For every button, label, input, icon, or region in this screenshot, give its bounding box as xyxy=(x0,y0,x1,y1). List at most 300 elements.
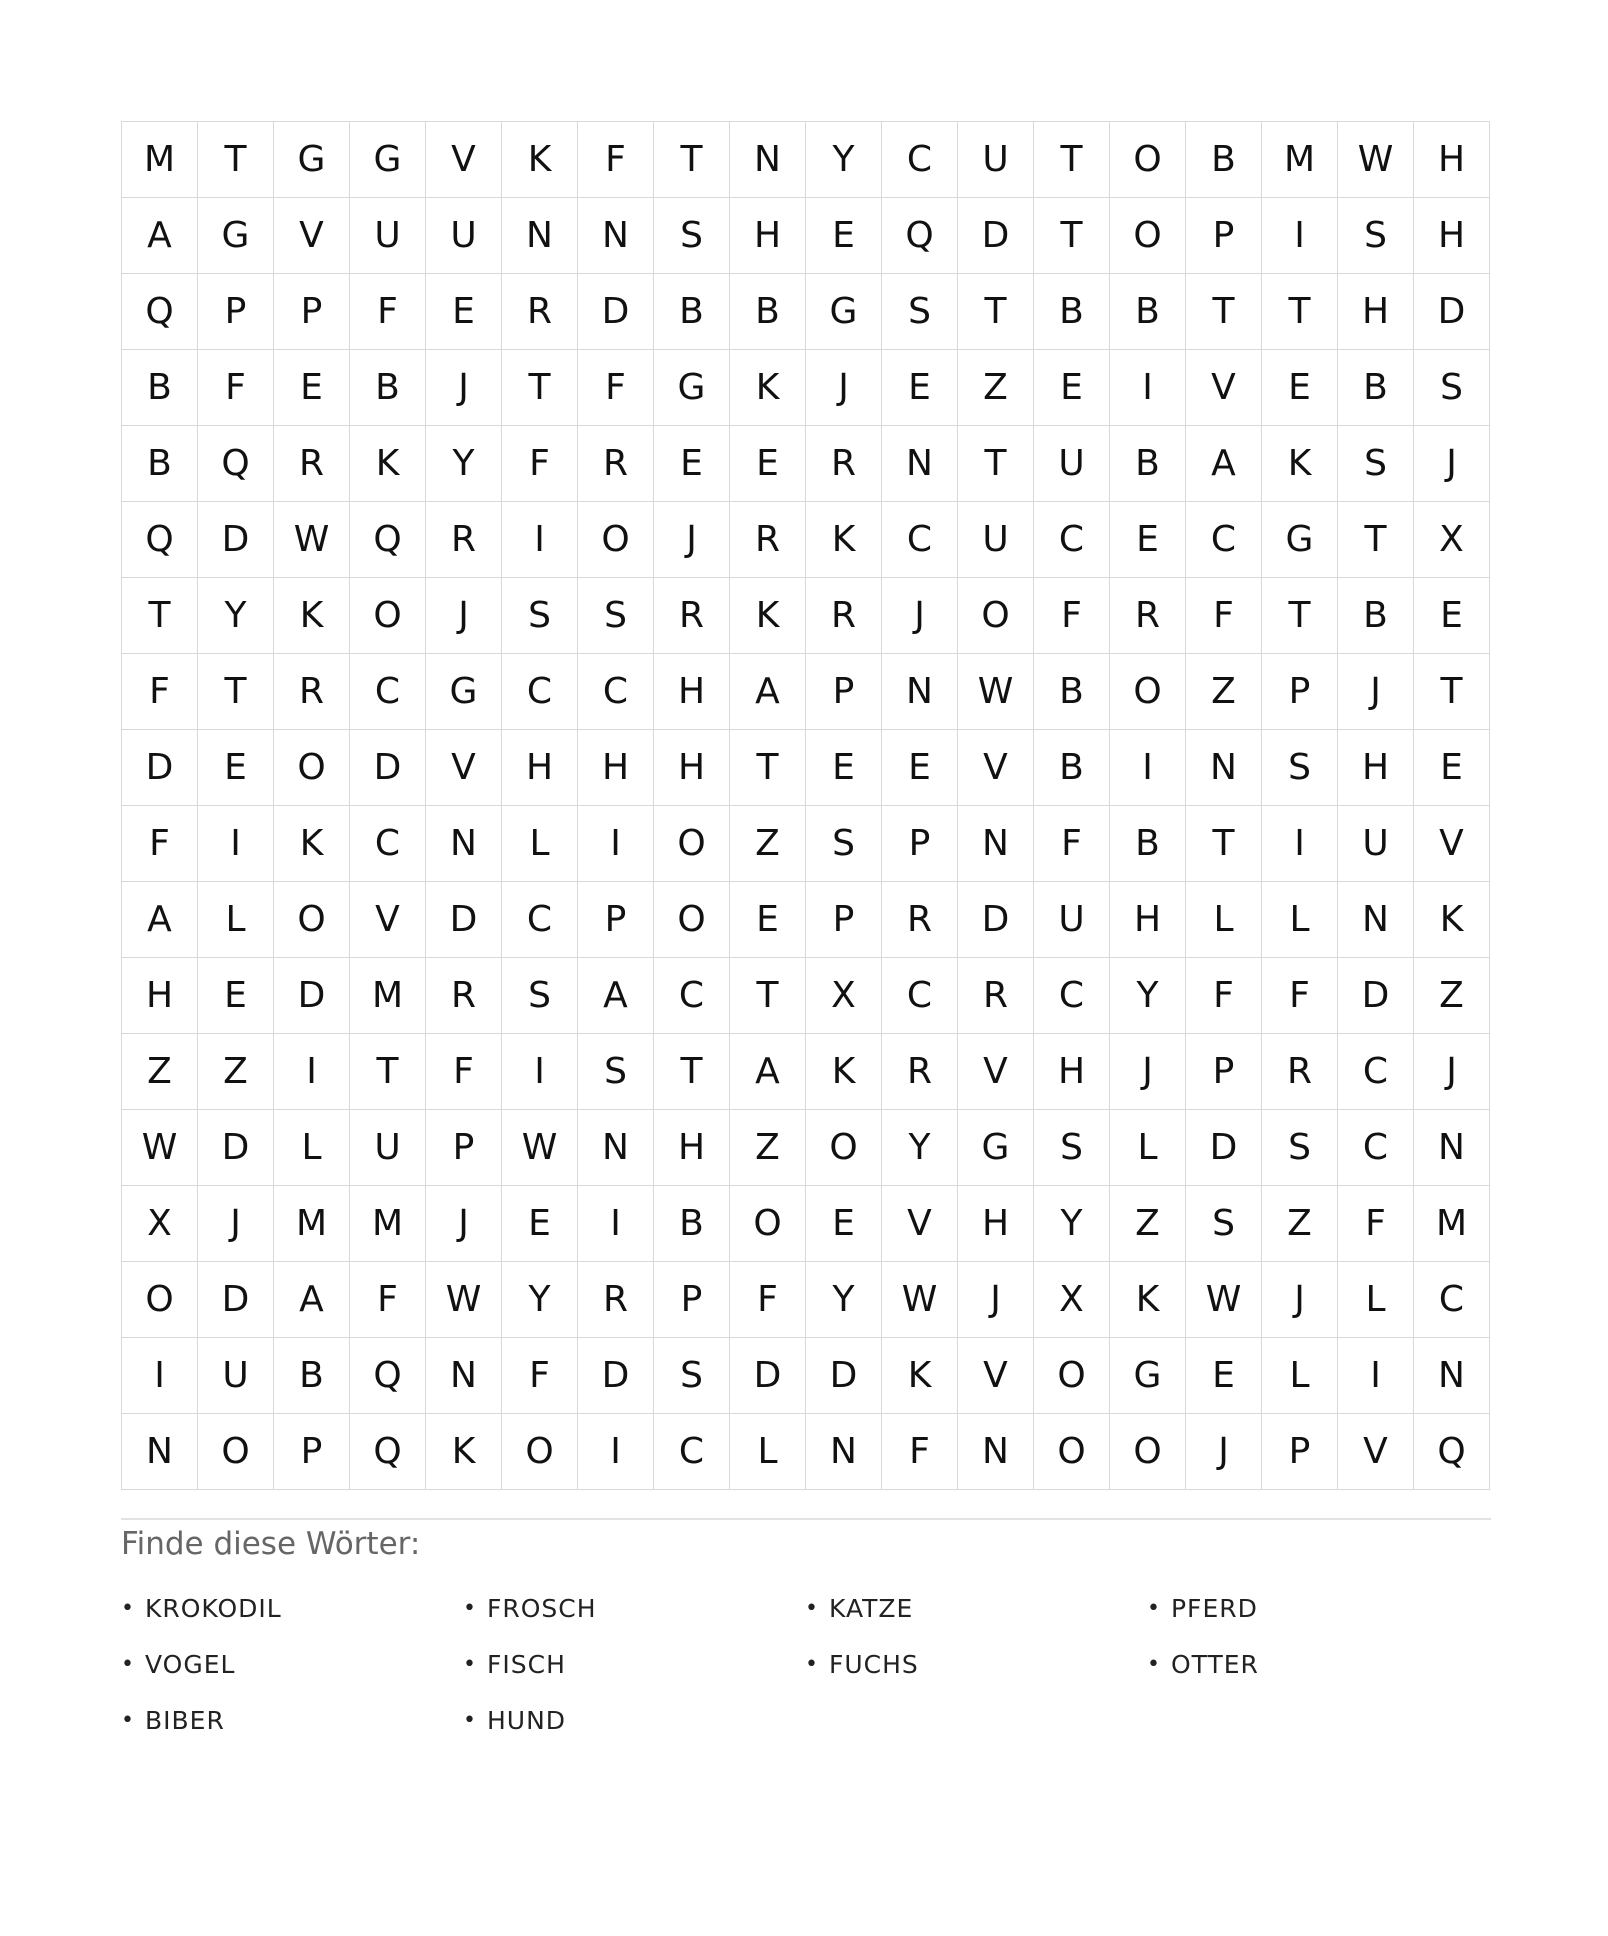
grid-cell[interactable]: H xyxy=(502,730,578,806)
grid-cell[interactable]: S xyxy=(1262,1110,1338,1186)
grid-cell[interactable]: V xyxy=(426,730,502,806)
grid-cell[interactable]: O xyxy=(502,1414,578,1490)
grid-cell[interactable]: T xyxy=(730,958,806,1034)
grid-cell[interactable]: D xyxy=(198,1110,274,1186)
grid-cell[interactable]: S xyxy=(502,958,578,1034)
grid-cell[interactable]: T xyxy=(958,274,1034,350)
grid-cell[interactable]: F xyxy=(1262,958,1338,1034)
grid-cell[interactable]: H xyxy=(122,958,198,1034)
grid-cell[interactable]: O xyxy=(806,1110,882,1186)
grid-cell[interactable]: D xyxy=(1414,274,1490,350)
grid-cell[interactable]: D xyxy=(958,882,1034,958)
grid-cell[interactable]: C xyxy=(882,122,958,198)
grid-cell[interactable]: H xyxy=(654,654,730,730)
grid-cell[interactable]: X xyxy=(1414,502,1490,578)
grid-cell[interactable]: C xyxy=(350,654,426,730)
grid-cell[interactable]: G xyxy=(806,274,882,350)
grid-cell[interactable]: K xyxy=(882,1338,958,1414)
grid-cell[interactable]: V xyxy=(1414,806,1490,882)
grid-cell[interactable]: E xyxy=(806,730,882,806)
grid-cell[interactable]: S xyxy=(1034,1110,1110,1186)
grid-cell[interactable]: L xyxy=(1262,1338,1338,1414)
grid-cell[interactable]: K xyxy=(806,502,882,578)
grid-cell[interactable]: A xyxy=(122,198,198,274)
grid-cell[interactable]: O xyxy=(1034,1414,1110,1490)
grid-cell[interactable]: M xyxy=(274,1186,350,1262)
grid-cell[interactable]: E xyxy=(1414,730,1490,806)
grid-cell[interactable]: F xyxy=(122,806,198,882)
grid-cell[interactable]: O xyxy=(654,882,730,958)
grid-cell[interactable]: F xyxy=(578,350,654,426)
grid-cell[interactable]: I xyxy=(502,502,578,578)
grid-cell[interactable]: L xyxy=(274,1110,350,1186)
grid-cell[interactable]: E xyxy=(198,730,274,806)
grid-cell[interactable]: Q xyxy=(122,274,198,350)
grid-cell[interactable]: Q xyxy=(350,1338,426,1414)
grid-cell[interactable]: N xyxy=(958,806,1034,882)
grid-cell[interactable]: B xyxy=(1110,806,1186,882)
grid-cell[interactable]: O xyxy=(958,578,1034,654)
grid-cell[interactable]: N xyxy=(578,1110,654,1186)
grid-cell[interactable]: C xyxy=(502,654,578,730)
grid-cell[interactable]: T xyxy=(350,1034,426,1110)
grid-cell[interactable]: O xyxy=(198,1414,274,1490)
grid-cell[interactable]: B xyxy=(122,426,198,502)
grid-cell[interactable]: N xyxy=(578,198,654,274)
grid-cell[interactable]: V xyxy=(882,1186,958,1262)
grid-cell[interactable]: U xyxy=(350,1110,426,1186)
grid-cell[interactable]: S xyxy=(882,274,958,350)
grid-cell[interactable]: F xyxy=(1186,578,1262,654)
grid-cell[interactable]: T xyxy=(1262,274,1338,350)
grid-cell[interactable]: N xyxy=(1414,1338,1490,1414)
grid-cell[interactable]: Y xyxy=(426,426,502,502)
grid-cell[interactable]: D xyxy=(198,1262,274,1338)
grid-cell[interactable]: S xyxy=(654,1338,730,1414)
grid-cell[interactable]: Y xyxy=(806,122,882,198)
grid-cell[interactable]: V xyxy=(958,730,1034,806)
grid-cell[interactable]: C xyxy=(578,654,654,730)
grid-cell[interactable]: E xyxy=(274,350,350,426)
grid-cell[interactable]: T xyxy=(198,122,274,198)
grid-cell[interactable]: T xyxy=(1414,654,1490,730)
grid-cell[interactable]: W xyxy=(882,1262,958,1338)
grid-cell[interactable]: S xyxy=(1338,426,1414,502)
grid-cell[interactable]: D xyxy=(1186,1110,1262,1186)
grid-cell[interactable]: O xyxy=(578,502,654,578)
grid-cell[interactable]: F xyxy=(730,1262,806,1338)
grid-cell[interactable]: Z xyxy=(1414,958,1490,1034)
grid-cell[interactable]: J xyxy=(198,1186,274,1262)
grid-cell[interactable]: K xyxy=(806,1034,882,1110)
grid-cell[interactable]: Y xyxy=(1110,958,1186,1034)
grid-cell[interactable]: L xyxy=(502,806,578,882)
grid-cell[interactable]: N xyxy=(882,426,958,502)
grid-cell[interactable]: B xyxy=(1034,274,1110,350)
grid-cell[interactable]: E xyxy=(1186,1338,1262,1414)
grid-cell[interactable]: V xyxy=(958,1338,1034,1414)
grid-cell[interactable]: S xyxy=(654,198,730,274)
grid-cell[interactable]: G xyxy=(274,122,350,198)
grid-cell[interactable]: K xyxy=(1414,882,1490,958)
grid-cell[interactable]: E xyxy=(730,426,806,502)
grid-cell[interactable]: K xyxy=(350,426,426,502)
grid-cell[interactable]: U xyxy=(1338,806,1414,882)
grid-cell[interactable]: K xyxy=(502,122,578,198)
grid-cell[interactable]: B xyxy=(1034,730,1110,806)
grid-cell[interactable]: R xyxy=(806,426,882,502)
grid-cell[interactable]: L xyxy=(1110,1110,1186,1186)
grid-cell[interactable]: O xyxy=(654,806,730,882)
grid-cell[interactable]: R xyxy=(1262,1034,1338,1110)
grid-cell[interactable]: T xyxy=(198,654,274,730)
grid-cell[interactable]: T xyxy=(1186,274,1262,350)
grid-cell[interactable]: J xyxy=(958,1262,1034,1338)
grid-cell[interactable]: H xyxy=(958,1186,1034,1262)
grid-cell[interactable]: J xyxy=(426,1186,502,1262)
grid-cell[interactable]: B xyxy=(1110,274,1186,350)
grid-cell[interactable]: C xyxy=(882,502,958,578)
grid-cell[interactable]: T xyxy=(654,1034,730,1110)
grid-cell[interactable]: D xyxy=(426,882,502,958)
grid-cell[interactable]: Z xyxy=(1186,654,1262,730)
grid-cell[interactable]: A xyxy=(1186,426,1262,502)
grid-cell[interactable]: N xyxy=(502,198,578,274)
grid-cell[interactable]: I xyxy=(198,806,274,882)
grid-cell[interactable]: W xyxy=(122,1110,198,1186)
grid-cell[interactable]: F xyxy=(1034,806,1110,882)
grid-cell[interactable]: I xyxy=(122,1338,198,1414)
grid-cell[interactable]: X xyxy=(122,1186,198,1262)
grid-cell[interactable]: P xyxy=(1262,1414,1338,1490)
grid-cell[interactable]: E xyxy=(730,882,806,958)
grid-cell[interactable]: A xyxy=(122,882,198,958)
grid-cell[interactable]: H xyxy=(730,198,806,274)
grid-cell[interactable]: L xyxy=(730,1414,806,1490)
grid-cell[interactable]: J xyxy=(426,350,502,426)
grid-cell[interactable]: H xyxy=(578,730,654,806)
grid-cell[interactable]: I xyxy=(1110,350,1186,426)
grid-cell[interactable]: D xyxy=(958,198,1034,274)
grid-cell[interactable]: H xyxy=(1338,274,1414,350)
grid-cell[interactable]: E xyxy=(882,350,958,426)
grid-cell[interactable]: B xyxy=(654,1186,730,1262)
grid-cell[interactable]: R xyxy=(578,1262,654,1338)
grid-cell[interactable]: P xyxy=(806,882,882,958)
grid-cell[interactable]: J xyxy=(1414,426,1490,502)
grid-cell[interactable]: R xyxy=(806,578,882,654)
grid-cell[interactable]: Y xyxy=(882,1110,958,1186)
grid-cell[interactable]: D xyxy=(730,1338,806,1414)
grid-cell[interactable]: E xyxy=(654,426,730,502)
grid-cell[interactable]: O xyxy=(1110,198,1186,274)
grid-cell[interactable]: F xyxy=(1338,1186,1414,1262)
grid-cell[interactable]: E xyxy=(1414,578,1490,654)
grid-cell[interactable]: P xyxy=(1262,654,1338,730)
grid-cell[interactable]: X xyxy=(806,958,882,1034)
grid-cell[interactable]: L xyxy=(1262,882,1338,958)
grid-cell[interactable]: F xyxy=(578,122,654,198)
grid-cell[interactable]: S xyxy=(578,1034,654,1110)
grid-cell[interactable]: S xyxy=(502,578,578,654)
grid-cell[interactable]: Y xyxy=(1034,1186,1110,1262)
grid-cell[interactable]: Y xyxy=(198,578,274,654)
grid-cell[interactable]: B xyxy=(1338,578,1414,654)
grid-cell[interactable]: C xyxy=(1414,1262,1490,1338)
grid-cell[interactable]: F xyxy=(426,1034,502,1110)
grid-cell[interactable]: F xyxy=(882,1414,958,1490)
grid-cell[interactable]: F xyxy=(350,1262,426,1338)
grid-cell[interactable]: C xyxy=(502,882,578,958)
grid-cell[interactable]: G xyxy=(426,654,502,730)
grid-cell[interactable]: E xyxy=(1034,350,1110,426)
grid-cell[interactable]: N xyxy=(426,806,502,882)
grid-cell[interactable]: B xyxy=(1338,350,1414,426)
grid-cell[interactable]: L xyxy=(1186,882,1262,958)
grid-cell[interactable]: J xyxy=(1262,1262,1338,1338)
grid-cell[interactable]: R xyxy=(502,274,578,350)
grid-cell[interactable]: E xyxy=(426,274,502,350)
grid-cell[interactable]: R xyxy=(426,502,502,578)
grid-cell[interactable]: M xyxy=(350,958,426,1034)
grid-cell[interactable]: O xyxy=(730,1186,806,1262)
grid-cell[interactable]: O xyxy=(350,578,426,654)
grid-cell[interactable]: F xyxy=(502,426,578,502)
grid-cell[interactable]: D xyxy=(806,1338,882,1414)
grid-cell[interactable]: L xyxy=(198,882,274,958)
grid-cell[interactable]: A xyxy=(274,1262,350,1338)
grid-cell[interactable]: O xyxy=(274,882,350,958)
grid-cell[interactable]: D xyxy=(578,274,654,350)
grid-cell[interactable]: Z xyxy=(198,1034,274,1110)
grid-cell[interactable]: N xyxy=(958,1414,1034,1490)
grid-cell[interactable]: X xyxy=(1034,1262,1110,1338)
grid-cell[interactable]: Q xyxy=(1414,1414,1490,1490)
grid-cell[interactable]: R xyxy=(882,882,958,958)
grid-cell[interactable]: W xyxy=(1186,1262,1262,1338)
grid-cell[interactable]: J xyxy=(1338,654,1414,730)
grid-cell[interactable]: R xyxy=(274,654,350,730)
grid-cell[interactable]: P xyxy=(1186,1034,1262,1110)
grid-cell[interactable]: T xyxy=(958,426,1034,502)
grid-cell[interactable]: I xyxy=(502,1034,578,1110)
grid-cell[interactable]: R xyxy=(426,958,502,1034)
grid-cell[interactable]: C xyxy=(1338,1110,1414,1186)
grid-cell[interactable]: T xyxy=(730,730,806,806)
grid-cell[interactable]: E xyxy=(1110,502,1186,578)
grid-cell[interactable]: M xyxy=(122,122,198,198)
grid-cell[interactable]: R xyxy=(274,426,350,502)
grid-cell[interactable]: S xyxy=(806,806,882,882)
grid-cell[interactable]: I xyxy=(578,806,654,882)
grid-cell[interactable]: G xyxy=(958,1110,1034,1186)
grid-cell[interactable]: V xyxy=(958,1034,1034,1110)
grid-cell[interactable]: Z xyxy=(1262,1186,1338,1262)
grid-cell[interactable]: G xyxy=(198,198,274,274)
grid-cell[interactable]: M xyxy=(1262,122,1338,198)
grid-cell[interactable]: C xyxy=(1034,502,1110,578)
grid-cell[interactable]: S xyxy=(1186,1186,1262,1262)
grid-cell[interactable]: J xyxy=(1110,1034,1186,1110)
grid-cell[interactable]: N xyxy=(1414,1110,1490,1186)
grid-cell[interactable]: W xyxy=(426,1262,502,1338)
grid-cell[interactable]: H xyxy=(654,1110,730,1186)
grid-cell[interactable]: C xyxy=(654,1414,730,1490)
grid-cell[interactable]: P xyxy=(1186,198,1262,274)
grid-cell[interactable]: J xyxy=(1186,1414,1262,1490)
grid-cell[interactable]: Q xyxy=(198,426,274,502)
grid-cell[interactable]: D xyxy=(578,1338,654,1414)
grid-cell[interactable]: W xyxy=(502,1110,578,1186)
grid-cell[interactable]: T xyxy=(1262,578,1338,654)
grid-cell[interactable]: C xyxy=(882,958,958,1034)
grid-cell[interactable]: B xyxy=(1034,654,1110,730)
grid-cell[interactable]: R xyxy=(958,958,1034,1034)
grid-cell[interactable]: W xyxy=(958,654,1034,730)
grid-cell[interactable]: H xyxy=(1414,198,1490,274)
grid-cell[interactable]: T xyxy=(122,578,198,654)
grid-cell[interactable]: R xyxy=(654,578,730,654)
grid-cell[interactable]: D xyxy=(1338,958,1414,1034)
grid-cell[interactable]: N xyxy=(426,1338,502,1414)
grid-cell[interactable]: U xyxy=(1034,882,1110,958)
grid-cell[interactable]: B xyxy=(122,350,198,426)
grid-cell[interactable]: K xyxy=(274,806,350,882)
grid-cell[interactable]: F xyxy=(1034,578,1110,654)
grid-cell[interactable]: T xyxy=(1034,122,1110,198)
grid-cell[interactable]: R xyxy=(578,426,654,502)
grid-cell[interactable]: C xyxy=(1186,502,1262,578)
grid-cell[interactable]: K xyxy=(274,578,350,654)
grid-cell[interactable]: Q xyxy=(350,1414,426,1490)
grid-cell[interactable]: O xyxy=(1110,1414,1186,1490)
grid-cell[interactable]: M xyxy=(350,1186,426,1262)
grid-cell[interactable]: P xyxy=(654,1262,730,1338)
grid-cell[interactable]: D xyxy=(350,730,426,806)
grid-cell[interactable]: W xyxy=(1338,122,1414,198)
grid-cell[interactable]: I xyxy=(1262,806,1338,882)
grid-cell[interactable]: I xyxy=(274,1034,350,1110)
grid-cell[interactable]: G xyxy=(654,350,730,426)
grid-cell[interactable]: Z xyxy=(1110,1186,1186,1262)
grid-cell[interactable]: N xyxy=(730,122,806,198)
grid-cell[interactable]: C xyxy=(1034,958,1110,1034)
grid-cell[interactable]: U xyxy=(958,122,1034,198)
grid-cell[interactable]: I xyxy=(1262,198,1338,274)
grid-cell[interactable]: R xyxy=(730,502,806,578)
grid-cell[interactable]: U xyxy=(426,198,502,274)
grid-cell[interactable]: P xyxy=(578,882,654,958)
grid-cell[interactable]: U xyxy=(198,1338,274,1414)
grid-cell[interactable]: G xyxy=(1262,502,1338,578)
grid-cell[interactable]: K xyxy=(1110,1262,1186,1338)
grid-cell[interactable]: D xyxy=(122,730,198,806)
grid-cell[interactable]: A xyxy=(730,1034,806,1110)
grid-cell[interactable]: T xyxy=(1338,502,1414,578)
grid-cell[interactable]: W xyxy=(274,502,350,578)
grid-cell[interactable]: U xyxy=(1034,426,1110,502)
grid-cell[interactable]: C xyxy=(350,806,426,882)
grid-cell[interactable]: K xyxy=(426,1414,502,1490)
grid-cell[interactable]: F xyxy=(122,654,198,730)
grid-cell[interactable]: D xyxy=(198,502,274,578)
grid-cell[interactable]: E xyxy=(1262,350,1338,426)
grid-cell[interactable]: S xyxy=(1262,730,1338,806)
grid-cell[interactable]: B xyxy=(654,274,730,350)
grid-cell[interactable]: F xyxy=(350,274,426,350)
grid-cell[interactable]: J xyxy=(654,502,730,578)
grid-cell[interactable]: G xyxy=(1110,1338,1186,1414)
grid-cell[interactable]: A xyxy=(730,654,806,730)
grid-cell[interactable]: V xyxy=(426,122,502,198)
grid-cell[interactable]: Z xyxy=(730,806,806,882)
grid-cell[interactable]: T xyxy=(502,350,578,426)
grid-cell[interactable]: H xyxy=(1338,730,1414,806)
grid-cell[interactable]: I xyxy=(578,1186,654,1262)
grid-cell[interactable]: H xyxy=(654,730,730,806)
grid-cell[interactable]: J xyxy=(426,578,502,654)
grid-cell[interactable]: H xyxy=(1414,122,1490,198)
grid-cell[interactable]: I xyxy=(1110,730,1186,806)
grid-cell[interactable]: N xyxy=(122,1414,198,1490)
grid-cell[interactable]: E xyxy=(502,1186,578,1262)
grid-cell[interactable]: B xyxy=(730,274,806,350)
grid-cell[interactable]: Q xyxy=(122,502,198,578)
grid-cell[interactable]: M xyxy=(1414,1186,1490,1262)
grid-cell[interactable]: K xyxy=(730,578,806,654)
grid-cell[interactable]: R xyxy=(882,1034,958,1110)
grid-cell[interactable]: F xyxy=(1186,958,1262,1034)
grid-cell[interactable]: B xyxy=(274,1338,350,1414)
grid-cell[interactable]: J xyxy=(1414,1034,1490,1110)
grid-cell[interactable]: G xyxy=(350,122,426,198)
grid-cell[interactable]: Y xyxy=(502,1262,578,1338)
grid-cell[interactable]: Y xyxy=(806,1262,882,1338)
grid-cell[interactable]: E xyxy=(198,958,274,1034)
grid-cell[interactable]: C xyxy=(654,958,730,1034)
grid-cell[interactable]: T xyxy=(654,122,730,198)
grid-cell[interactable]: P xyxy=(426,1110,502,1186)
grid-cell[interactable]: F xyxy=(502,1338,578,1414)
grid-cell[interactable]: E xyxy=(882,730,958,806)
grid-cell[interactable]: N xyxy=(806,1414,882,1490)
grid-cell[interactable]: U xyxy=(958,502,1034,578)
grid-cell[interactable]: Q xyxy=(882,198,958,274)
grid-cell[interactable]: O xyxy=(1110,122,1186,198)
grid-cell[interactable]: B xyxy=(1110,426,1186,502)
grid-cell[interactable]: S xyxy=(578,578,654,654)
grid-cell[interactable]: N xyxy=(882,654,958,730)
grid-cell[interactable]: J xyxy=(882,578,958,654)
grid-cell[interactable]: O xyxy=(1110,654,1186,730)
grid-cell[interactable]: I xyxy=(578,1414,654,1490)
grid-cell[interactable]: U xyxy=(350,198,426,274)
grid-cell[interactable]: F xyxy=(198,350,274,426)
grid-cell[interactable]: V xyxy=(1186,350,1262,426)
grid-cell[interactable]: Q xyxy=(350,502,426,578)
grid-cell[interactable]: E xyxy=(806,1186,882,1262)
grid-cell[interactable]: P xyxy=(806,654,882,730)
grid-cell[interactable]: O xyxy=(1034,1338,1110,1414)
grid-cell[interactable]: H xyxy=(1110,882,1186,958)
grid-cell[interactable]: V xyxy=(274,198,350,274)
grid-cell[interactable]: I xyxy=(1338,1338,1414,1414)
grid-cell[interactable]: O xyxy=(274,730,350,806)
grid-cell[interactable]: C xyxy=(1338,1034,1414,1110)
grid-cell[interactable]: J xyxy=(806,350,882,426)
grid-cell[interactable]: Z xyxy=(122,1034,198,1110)
grid-cell[interactable]: K xyxy=(1262,426,1338,502)
